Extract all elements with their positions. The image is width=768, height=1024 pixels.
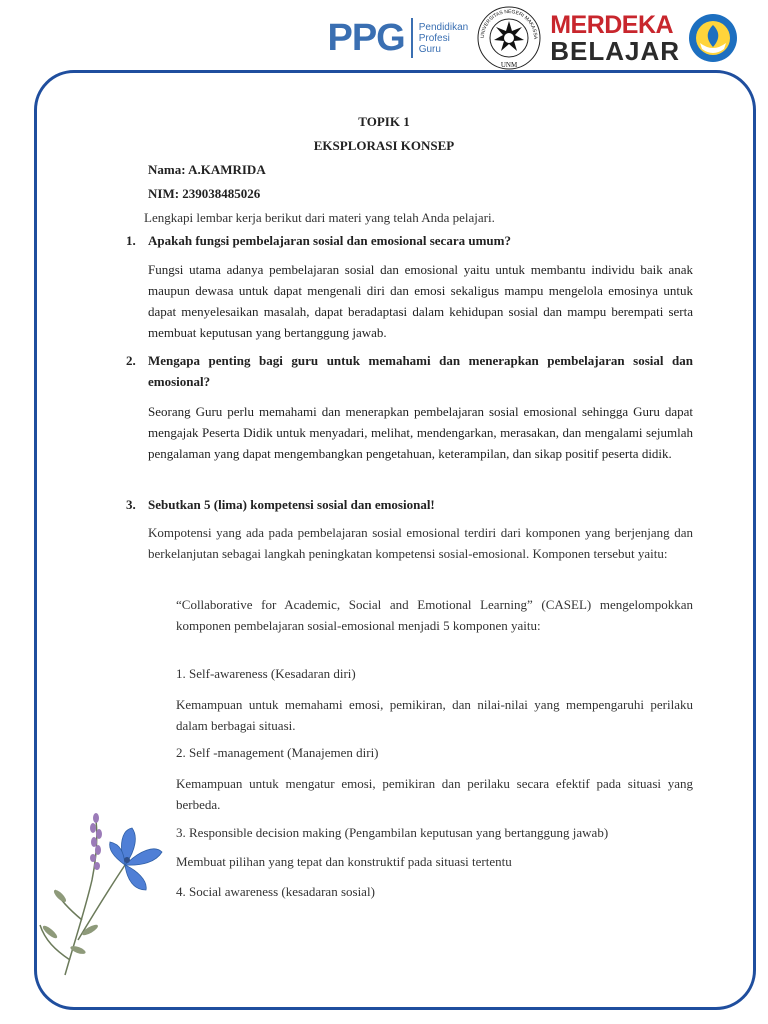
casel-paragraph: “Collaborative for Academic, Social and Emotional Learning” (CASEL) mengelompokkan komponen pembelajaran sosial-emosional menjadi 5 komponen yaitu: — [176, 597, 693, 633]
q1-answer: Fungsi utama adanya pembelajaran sosial dan emosional yaitu untuk membantu individu baik anak maupun dewasa untuk dapat mengenali diri dan emosi sekaligus mampu mengelola emosinya untuk dapat menyelesaikan masalah, dapat beradaptasi dalam kehidupan sosial dan mampu berempati serta membuat keputusan yang bertanggung jawab. — [148, 262, 693, 340]
q2-answer: Seorang Guru perlu memahami dan menerapkan pembelajaran sosial emosional sehingga Guru dapat mengajak Peserta Didik untuk menyadari, melihat, mendengarkan, merasakan, dan mengalami sejumlah pengalaman yang dapat mengembangkan pengetahuan, keterampilan, dan sikap positif peserta didik. — [148, 404, 693, 461]
unm-logo-icon — [476, 5, 542, 71]
q2-text: Mengapa penting bagi guru untuk memahami dan menerapkan pembelajaran sosial dan emosional? — [148, 353, 693, 389]
ppg-sub-line: Guru — [418, 43, 441, 55]
unm-logo-text: UNIVERSITAS NEGERI MAKASSA — [480, 8, 539, 40]
q3-number: 3. — [126, 497, 136, 512]
item1-title: 1. Self-awareness (Kesadaran diri) — [176, 666, 356, 681]
ppg-logo — [327, 18, 468, 58]
item2-description: Kemampuan untuk mengatur emosi, pemikiran dan perilaku secara efektif pada situasi yang berbeda. — [176, 776, 693, 812]
ppg-subtitle — [419, 22, 468, 55]
ppg-sub-line: Pendidikan — [418, 21, 469, 33]
student-name: Nama: A.KAMRIDA — [148, 162, 266, 177]
student-nim: NIM: 239038485026 — [148, 186, 261, 201]
q1-number: 1. — [126, 233, 136, 248]
ppg-divider — [411, 18, 413, 58]
q1-text: Apakah fungsi pembelajaran sosial dan emosional secara umum? — [148, 233, 511, 248]
instruction-text: Lengkapi lembar kerja berikut dari materi yang telah Anda pelajari. — [144, 210, 495, 225]
merdeka-belajar-logo — [550, 10, 680, 66]
item4-title: 4. Social awareness (kesadaran sosial) — [176, 884, 375, 899]
q2-number: 2. — [126, 353, 136, 368]
doc-title: TOPIK 1 — [358, 114, 410, 129]
tut-wuri-handayani-icon — [688, 13, 738, 63]
item2-title: 2. Self -management (Manajemen diri) — [176, 745, 379, 760]
unm-abbrev: UNM — [501, 61, 518, 69]
merdeka-line1: MERDEKA — [550, 10, 674, 39]
q3-answer: Kompotensi yang ada pada pembelajaran sosial emosional terdiri dari komponen yang berjenjang dan berkelanjutan sebagai langkah peningkatan kompetensi sosial-emosional. Komponen tersebut yaitu: — [148, 525, 693, 561]
header-logos — [327, 8, 738, 68]
q3-text: Sebutkan 5 (lima) kompetensi sosial dan emosional! — [148, 497, 435, 512]
item3-description: Membuat pilihan yang tepat dan konstruktif pada situasi tertentu — [176, 854, 512, 869]
doc-subtitle: EKSPLORASI KONSEP — [313, 138, 455, 153]
flower-decoration-icon — [30, 800, 170, 980]
ppg-logo-text: PPG — [327, 17, 405, 59]
ppg-sub-line: Profesi — [418, 32, 450, 44]
item3-title: 3. Responsible decision making (Pengambilan keputusan yang bertanggung jawab) — [176, 825, 609, 840]
merdeka-line2: BELAJAR — [550, 35, 680, 66]
item1-description: Kemampuan untuk memahami emosi, pemikiran, dan nilai-nilai yang mempengaruhi perilaku dalam berbagai situasi. — [176, 697, 693, 733]
